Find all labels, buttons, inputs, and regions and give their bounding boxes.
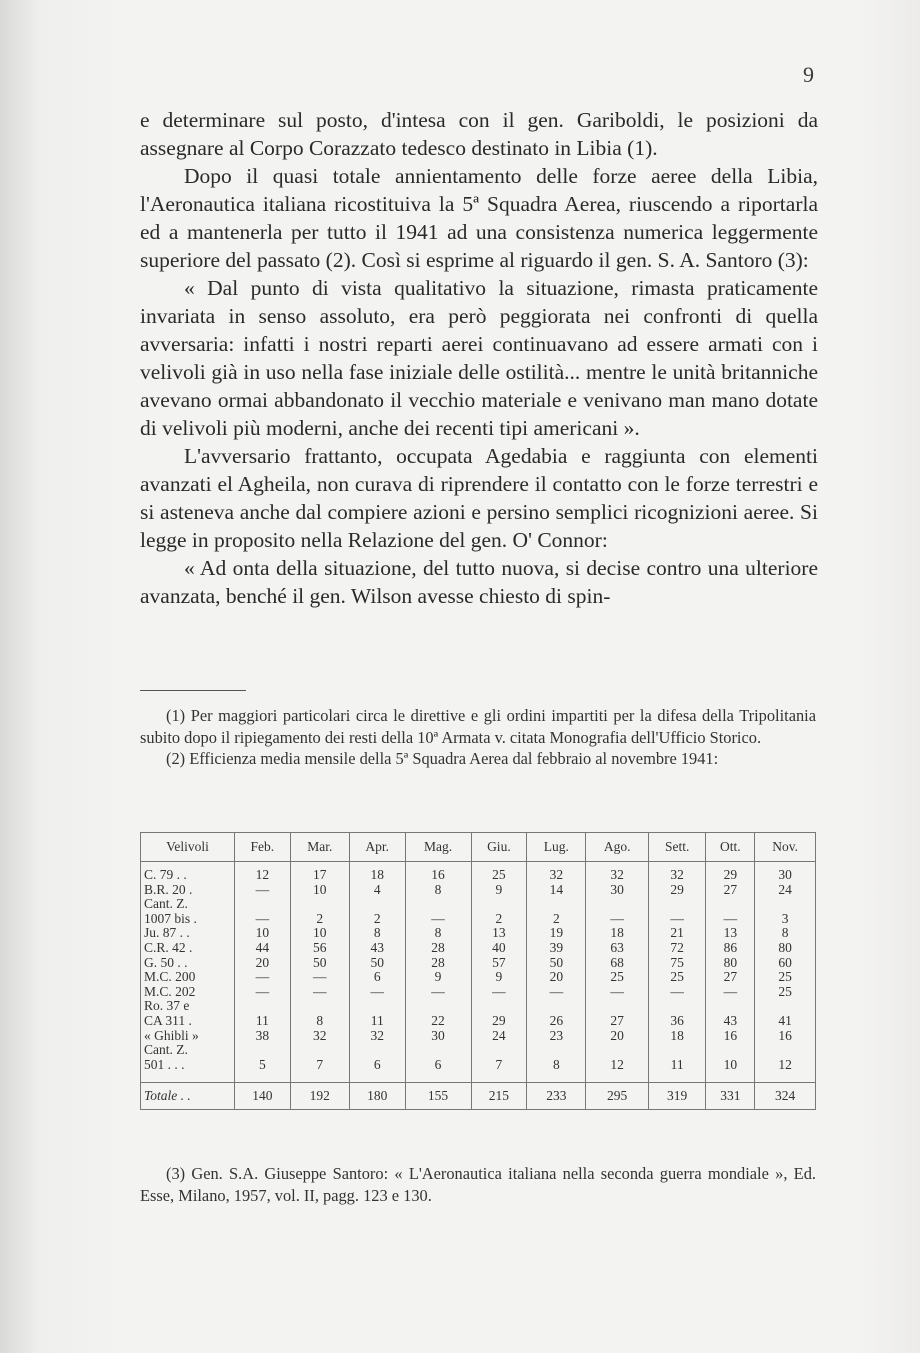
spacer-cell	[290, 1072, 349, 1083]
table-cell	[235, 897, 291, 912]
spacer-cell	[235, 1072, 291, 1083]
table-cell: 68	[586, 956, 649, 971]
table-cell: 29	[471, 1014, 527, 1029]
table-cell: 10	[290, 926, 349, 941]
table-cell: —	[235, 985, 291, 1000]
table-cell: —	[405, 985, 471, 1000]
table-cell: 11	[648, 1058, 705, 1073]
row-label: M.C. 200	[141, 970, 235, 985]
table-cell: 30	[586, 883, 649, 898]
table-cell: 16	[405, 862, 471, 883]
table-cell: 36	[648, 1014, 705, 1029]
table-cell: 30	[405, 1029, 471, 1044]
row-label: M.C. 202	[141, 985, 235, 1000]
table-cell: 8	[405, 926, 471, 941]
table-cell: 44	[235, 941, 291, 956]
table-row	[141, 1014, 816, 1029]
table-cell: 10	[235, 926, 291, 941]
spacer-cell	[755, 1072, 816, 1083]
table-cell: —	[706, 912, 755, 927]
table-cell	[290, 1043, 349, 1058]
spacer-cell	[706, 1072, 755, 1083]
table-cell	[706, 897, 755, 912]
table-total-row	[141, 1083, 816, 1110]
table-cell: 22	[405, 1014, 471, 1029]
spacer-cell	[141, 1072, 235, 1083]
table-cell: 25	[586, 970, 649, 985]
row-label: 1007 bis .	[141, 912, 235, 927]
table-cell: 50	[349, 956, 405, 971]
table-cell: 16	[755, 1029, 816, 1044]
spacer-cell	[405, 1072, 471, 1083]
total-cell: 324	[755, 1083, 816, 1110]
table-cell	[349, 999, 405, 1014]
table-cell: 80	[755, 941, 816, 956]
table-cell: 12	[235, 862, 291, 883]
total-cell: 140	[235, 1083, 291, 1110]
table-cell: 27	[586, 1014, 649, 1029]
table-row	[141, 926, 816, 941]
table-cell: 32	[648, 862, 705, 883]
table-cell: 6	[349, 1058, 405, 1073]
table-cell: 20	[586, 1029, 649, 1044]
table-row	[141, 1043, 816, 1058]
table-row	[141, 999, 816, 1014]
paragraph-4: L'avversario frattanto, occupata Agedabia e raggiunta con elementi avanzati el Agheila, non curava di riprendere il contatto con le forze terrestri e si asteneva anche dal compiere azioni e persino semplici ricognizioni aeree. Si legge in proposito nella Relazione del gen. O' Connor:	[140, 444, 818, 552]
efficiency-table	[140, 832, 816, 1110]
table-cell: —	[290, 985, 349, 1000]
col-header: Feb.	[235, 833, 291, 862]
table-cell: 56	[290, 941, 349, 956]
table-cell: 32	[349, 1029, 405, 1044]
table-cell: 19	[527, 926, 586, 941]
table-cell	[527, 897, 586, 912]
table-cell: —	[648, 912, 705, 927]
table-cell	[586, 999, 649, 1014]
total-cell: 319	[648, 1083, 705, 1110]
table-body	[141, 862, 816, 1110]
table-cell: 13	[471, 926, 527, 941]
table-cell: 18	[648, 1029, 705, 1044]
col-header: Ott.	[706, 833, 755, 862]
row-label: Ro. 37 e	[141, 999, 235, 1014]
table-cell: 12	[586, 1058, 649, 1073]
table-cell	[290, 999, 349, 1014]
row-label: Ju. 87 . .	[141, 926, 235, 941]
table-cell: 8	[527, 1058, 586, 1073]
col-header: Giu.	[471, 833, 527, 862]
table-cell: —	[235, 970, 291, 985]
table-cell: 10	[290, 883, 349, 898]
spacer-cell	[527, 1072, 586, 1083]
table-cell: —	[471, 985, 527, 1000]
table-cell: 9	[471, 883, 527, 898]
table-cell: 2	[349, 912, 405, 927]
spacer-cell	[349, 1072, 405, 1083]
table-cell	[405, 1043, 471, 1058]
col-header: Lug.	[527, 833, 586, 862]
row-label: B.R. 20 .	[141, 883, 235, 898]
table-cell: 60	[755, 956, 816, 971]
table-cell: 23	[527, 1029, 586, 1044]
table-cell	[471, 897, 527, 912]
paragraph-3-quote: « Dal punto di vista qualitativo la situazione, rimasta praticamente invariata in senso assoluto, era però peggiorata nei confronti di quella avversaria: infatti i nostri reparti aerei continuavano ad essere armati con i velivoli già in uso nella fase iniziale delle ostilità... mentre le unità britanniche avevano ormai abbandonato il vecchio materiale e venivano man mano dotate di velivoli più moderni, anche dei recenti tipi americani ».	[140, 276, 818, 440]
main-text	[140, 106, 818, 610]
table-cell: 2	[527, 912, 586, 927]
table-cell: 7	[290, 1058, 349, 1073]
col-header: Ago.	[586, 833, 649, 862]
table-cell: 13	[706, 926, 755, 941]
spacer-cell	[586, 1072, 649, 1083]
table-cell	[471, 1043, 527, 1058]
table-cell	[405, 897, 471, 912]
table-cell: —	[235, 883, 291, 898]
table-cell: 26	[527, 1014, 586, 1029]
table-cell: 10	[706, 1058, 755, 1073]
table-cell: 28	[405, 956, 471, 971]
table-cell: 24	[755, 883, 816, 898]
table-cell: 75	[648, 956, 705, 971]
footnote-2: (2) Efficienza media mensile della 5ª Squadra Aerea dal febbraio al novembre 1941:	[166, 749, 719, 768]
total-cell: 331	[706, 1083, 755, 1110]
table-cell: 40	[471, 941, 527, 956]
table-cell	[527, 999, 586, 1014]
table-row	[141, 1058, 816, 1073]
table-cell: 6	[349, 970, 405, 985]
table-row	[141, 912, 816, 927]
col-header: Apr.	[349, 833, 405, 862]
table-cell: 72	[648, 941, 705, 956]
table-cell: 11	[235, 1014, 291, 1029]
table-cell: 5	[235, 1058, 291, 1073]
col-header: Mar.	[290, 833, 349, 862]
table-cell: 25	[755, 970, 816, 985]
table-cell	[755, 999, 816, 1014]
table-cell	[706, 999, 755, 1014]
table-cell: 27	[706, 970, 755, 985]
table-cell: 32	[527, 862, 586, 883]
spacer-cell	[648, 1072, 705, 1083]
table-cell: 29	[648, 883, 705, 898]
table-cell	[349, 1043, 405, 1058]
table-cell: 12	[755, 1058, 816, 1073]
table-cell: —	[706, 985, 755, 1000]
table-cell: 14	[527, 883, 586, 898]
table-cell: 25	[648, 970, 705, 985]
table-cell: —	[527, 985, 586, 1000]
table-cell	[648, 999, 705, 1014]
col-header: Nov.	[755, 833, 816, 862]
row-label: Cant. Z.	[141, 897, 235, 912]
table-cell: 24	[471, 1029, 527, 1044]
table-cell: 30	[755, 862, 816, 883]
total-cell: 215	[471, 1083, 527, 1110]
table-cell: 32	[290, 1029, 349, 1044]
table-cell: 43	[349, 941, 405, 956]
table-cell: 63	[586, 941, 649, 956]
table-cell	[527, 1043, 586, 1058]
footnote-divider	[140, 690, 246, 691]
table-cell: 3	[755, 912, 816, 927]
total-cell: 295	[586, 1083, 649, 1110]
table-cell: 28	[405, 941, 471, 956]
table-cell: 41	[755, 1014, 816, 1029]
table-cell	[405, 999, 471, 1014]
footnote-1: (1) Per maggiori particolari circa le direttive e gli ordini impartiti per la difesa della Tripolitania subito dopo il ripiegamento dei resti della 10ª Armata v. citata Monografia dell'Ufficio Storico.	[140, 706, 816, 747]
footnotes	[140, 705, 816, 770]
table-cell: —	[405, 912, 471, 927]
table-row	[141, 970, 816, 985]
table-cell: 25	[755, 985, 816, 1000]
table-cell: 38	[235, 1029, 291, 1044]
table-cell	[648, 897, 705, 912]
table-cell	[290, 897, 349, 912]
table-cell: 86	[706, 941, 755, 956]
table-cell: 2	[471, 912, 527, 927]
table-cell	[706, 1043, 755, 1058]
spacer-cell	[471, 1072, 527, 1083]
table-cell: 17	[290, 862, 349, 883]
table-cell: —	[586, 985, 649, 1000]
total-cell: 192	[290, 1083, 349, 1110]
table-row	[141, 956, 816, 971]
table-cell: 39	[527, 941, 586, 956]
paragraph-5-quote: « Ad onta della situazione, del tutto nuova, si decise contro una ulteriore avanzata, benché il gen. Wilson avesse chiesto di spin-	[140, 556, 818, 608]
table-cell: —	[290, 970, 349, 985]
table-row	[141, 862, 816, 883]
table-cell: 8	[290, 1014, 349, 1029]
table-cell: 18	[586, 926, 649, 941]
table-cell: 4	[349, 883, 405, 898]
total-cell: 180	[349, 1083, 405, 1110]
table-cell: 50	[527, 956, 586, 971]
page-number: 9	[803, 62, 814, 87]
paragraph-2: Dopo il quasi totale annientamento delle forze aeree della Libia, l'Aeronautica italiana ricostituiva la 5ª Squadra Aerea, riuscendo a riportarla ed a mantenerla per tutto il 1941 ad una consistenza numerica leggermente superiore del passato (2). Così si esprime al riguardo il gen. S. A. Santoro (3):	[140, 164, 818, 272]
table-row	[141, 985, 816, 1000]
table-cell	[235, 999, 291, 1014]
table-cell: 43	[706, 1014, 755, 1029]
table-cell: 16	[706, 1029, 755, 1044]
col-header: Velivoli	[141, 833, 235, 862]
table-row	[141, 941, 816, 956]
table-cell: 9	[405, 970, 471, 985]
table-cell: —	[586, 912, 649, 927]
table-cell: 50	[290, 956, 349, 971]
table-cell: 20	[527, 970, 586, 985]
table-cell	[755, 1043, 816, 1058]
total-label: Totale . .	[141, 1083, 235, 1110]
table-cell: 80	[706, 956, 755, 971]
row-label: CA 311 .	[141, 1014, 235, 1029]
table-cell: 9	[471, 970, 527, 985]
footnote-3-block	[140, 1163, 816, 1206]
table-row	[141, 897, 816, 912]
table-cell: 25	[471, 862, 527, 883]
table-cell	[349, 897, 405, 912]
row-label: 501 . . .	[141, 1058, 235, 1073]
table-cell	[586, 1043, 649, 1058]
footnote-3: (3) Gen. S.A. Giuseppe Santoro: « L'Aeronautica italiana nella seconda guerra mondiale », Ed. Esse, Milano, 1957, vol. II, pagg. 123 e 130.	[140, 1164, 816, 1205]
row-label: Cant. Z.	[141, 1043, 235, 1058]
table-cell: 27	[706, 883, 755, 898]
table-cell: 8	[405, 883, 471, 898]
table-cell: 7	[471, 1058, 527, 1073]
row-label: C. 79 . .	[141, 862, 235, 883]
table-cell: 57	[471, 956, 527, 971]
total-cell: 233	[527, 1083, 586, 1110]
table-cell	[471, 999, 527, 1014]
table-cell: 6	[405, 1058, 471, 1073]
table-cell	[586, 897, 649, 912]
table-cell	[648, 1043, 705, 1058]
efficiency-table-wrapper	[140, 832, 816, 1110]
table-spacer-row	[141, 1072, 816, 1083]
table-cell	[235, 1043, 291, 1058]
table-cell: —	[349, 985, 405, 1000]
table-cell: 32	[586, 862, 649, 883]
row-label: C.R. 42 .	[141, 941, 235, 956]
table-cell: 2	[290, 912, 349, 927]
paragraph-1: e determinare sul posto, d'intesa con il gen. Gariboldi, le posizioni da assegnare al Corpo Corazzato tedesco destinato in Libia (1).	[140, 108, 818, 160]
row-label: « Ghibli »	[141, 1029, 235, 1044]
table-cell: —	[235, 912, 291, 927]
total-cell: 155	[405, 1083, 471, 1110]
table-cell: 8	[755, 926, 816, 941]
table-header-row	[141, 833, 816, 862]
table-row	[141, 1029, 816, 1044]
table-cell	[755, 897, 816, 912]
table-cell: 29	[706, 862, 755, 883]
col-header: Sett.	[648, 833, 705, 862]
col-header: Mag.	[405, 833, 471, 862]
table-cell: —	[648, 985, 705, 1000]
table-row	[141, 883, 816, 898]
table-cell: 8	[349, 926, 405, 941]
table-cell: 18	[349, 862, 405, 883]
table-cell: 20	[235, 956, 291, 971]
table-cell: 11	[349, 1014, 405, 1029]
row-label: G. 50 . .	[141, 956, 235, 971]
table-cell: 21	[648, 926, 705, 941]
